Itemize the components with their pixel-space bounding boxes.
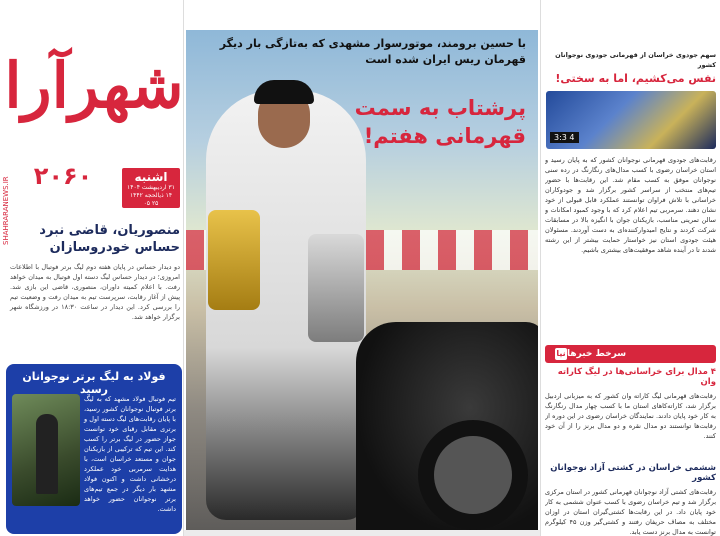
- news-icon: نیا: [556, 349, 566, 358]
- youth-story-photo: [12, 394, 80, 506]
- youth-story-headline: فولاد به لیگ برتر نوجوانان رسید: [22, 370, 166, 396]
- issue-date-line1: ۳۱ اردیبهشت ۱۴۰۴: [127, 184, 175, 191]
- issue-date-line3: ۲۵ ۰۵: [143, 200, 159, 207]
- headlines-band-label: سرخط خبرها: [567, 349, 627, 359]
- site-url: SHAHRARANEWS.IR: [2, 176, 10, 245]
- left-story: [10, 222, 180, 322]
- right-story-body: رقابت‌های جودوی قهرمانی نوجوانان کشور که به پایان رسید و استان خراسان رضوی با کسب مدال‌های رنگارنگ در رده سنی نوجوانان موفق به کسب مقام شد. این رقابت‌ها با حضور تیم‌های منتخب از سراسر کشور برگزار شد و جودوکاران خراسانی با تلاش فراوان توانستند عملکرد قابل قبولی از خود نشان دهند. سرمربی تیم اعلام کرد که با وجود کمبود امکانات و سالن تمرینی مناسب، بازیکنان جوان با انگیزه بالا در مسابقات شرکت کردند و نتایج امیدوارکننده‌ای به دست آوردند. مسئولان هیئت جودوی استان نیز خواستار حمایت بیشتر از این رشته شدند تا در آینده شاهد موفقیت‌های بیشتری باشیم.: [545, 156, 716, 254]
- headlines-band: [545, 345, 716, 363]
- youth-story: [6, 364, 182, 534]
- news-b-title: ششمی خراسان در کشتی آزاد نوجوانان کشور: [550, 463, 716, 483]
- news-b-body: رقابت‌های کشتی آزاد نوجوانان قهرمانی کشور در استان مرکزی برگزار شد و تیم خراسان رضوی با کسب عنوان ششمی به کار خود پایان داد. در این رقابت‌ها کشتی‌گیران استان در اوزان مختلف به مصاف حریفان رفتند و کشتی‌گیر وزن ۴۵ کیلوگرم توانست به مدال برنز دست یابد.: [545, 488, 716, 536]
- trophy-silver: [308, 234, 364, 342]
- motorcycle-wheel: [418, 420, 528, 530]
- right-column: [540, 0, 720, 536]
- issue-date-box: [122, 168, 180, 208]
- masthead: [6, 6, 182, 166]
- scoreboard: 3:3 4: [550, 132, 579, 143]
- youth-story-body: تیم فوتبال فولاد مشهد که به لیگ برتر فوتبال نوجوانان کشور رسید، با پایان رقابت‌های لیگ دسته اول و برتری مقابل رقبای خود توانست جواز حضور در لیگ برتر را کسب کند. این تیم که ترکیبی از بازیکنان جوان و مستعد خراسان است، با هدایت سرمربی خود عملکرد درخشانی داشت و اکنون فولاد مشهد بار دیگر در جمع تیم‌های برتر نوجوانان حضور خواهد داشت.: [84, 395, 176, 513]
- judo-photo: [546, 91, 716, 149]
- masthead-logo: [6, 10, 182, 160]
- issue-date-line2: ۱۴ ذیالحجه ۱۴۴۲: [129, 192, 173, 199]
- right-story-subtitle: سهم جودوی خراسان از قهرمانی جودوی نوجوانان کشور: [555, 51, 716, 69]
- left-column: [0, 0, 184, 536]
- left-story-body: دو دیدار حساس در پایان هفته دوم لیگ برتر فوتبال با اطلاعات امروزی؛ در دیدار حساس لیگ دسته اول فوتبال به میدان خواهد رفت. با اعلام کمیته داوران، منصوری، قاضی این بازی شد. پیش از آغاز رقابت، سرپرست تیم به میدان رفت و وضعیت تیم را بررسی کرد. این دیدار در ساعت ۱۸:۳۰ در ورزشگاه شهر برگزار خواهد شد.: [10, 263, 180, 321]
- masthead-title: شهرآرا: [4, 48, 184, 122]
- right-story-title: نفس می‌کشیم، اما به سختی!: [555, 72, 716, 85]
- issue-number: ۲۰۶۰: [33, 162, 93, 190]
- left-story-headline: منصوریان، قاضی نبرد حساس خودروسازان: [39, 223, 180, 255]
- bottom-bar: [184, 530, 540, 536]
- hero-subtitle: با حسین برومند، موتورسوار مشهدی که به‌تازگی بار دیگر قهرمان ریس ایران شده است: [219, 37, 526, 66]
- news-a-body: رقابت‌های قهرمانی لیگ کاراته وان کشور که به میزبانی اردبیل برگزار شد، کاراته‌کاهای استان ما با کسب چهار مدال رنگارنگ به کار خود پایان دادند. نمایندگان خراسان رضوی در این دوره از رقابت‌ها توانستند دو مدال نقره و دو مدال برنز را از آن خود کنند.: [545, 392, 716, 440]
- rider-cap: [254, 80, 314, 104]
- news-a-title: ۴ مدال برای خراسانی‌ها در لیگ کاراته وان: [557, 367, 716, 387]
- trophy-gold: [208, 210, 260, 310]
- hero-title: پرشتاب به سمت قهرمانی هفتم!: [354, 96, 526, 148]
- issue-day: اشنبه: [134, 170, 168, 184]
- hero-photo: [186, 30, 538, 536]
